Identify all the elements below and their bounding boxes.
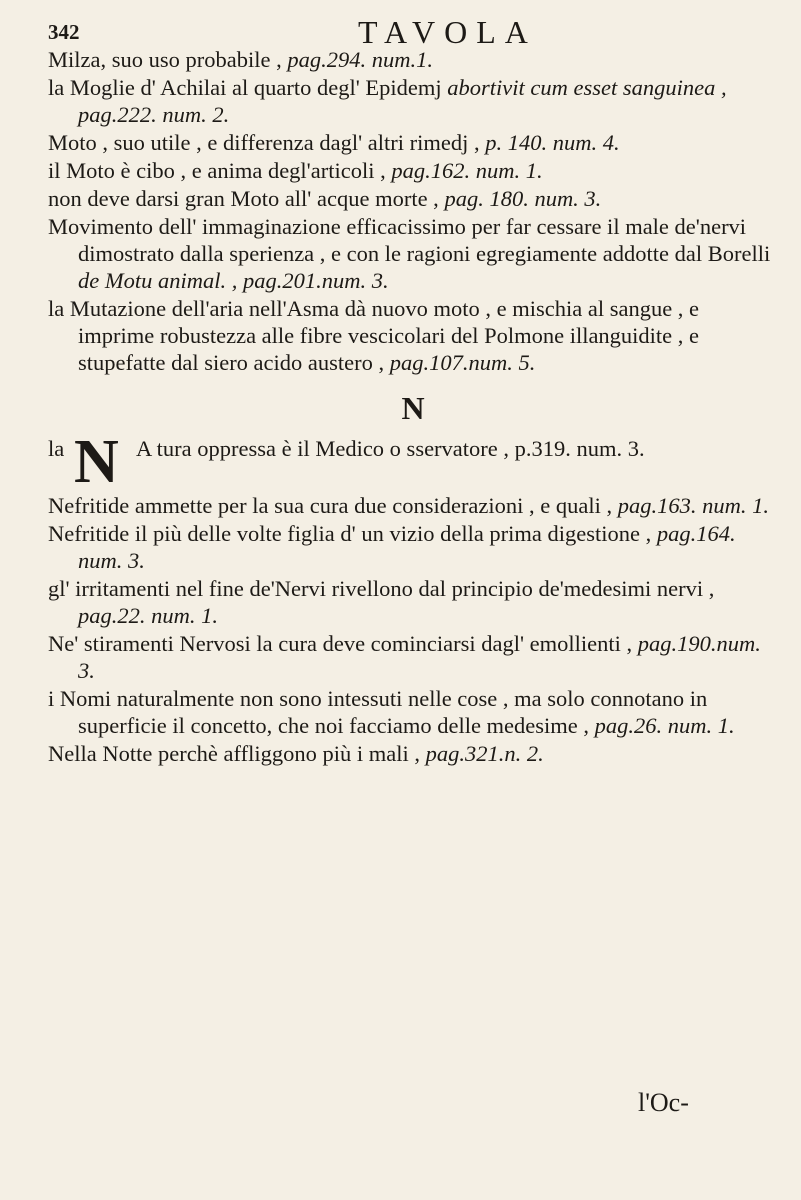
entry-reference: pag.107.num. 5.	[389, 350, 536, 375]
entry-text: non deve darsi gran Moto all' acque morte ,	[48, 186, 439, 211]
entry-text: Nella Notte perchè affliggono più i mali ,	[48, 741, 420, 766]
index-entry-dropcap	[48, 428, 778, 496]
entry-reference: pag.190.num. 3.	[78, 631, 761, 683]
entry-reference: pag.321.n. 2.	[425, 741, 544, 766]
entry-text: la Moglie d' Achilai al quarto degl' Epidemj	[48, 75, 442, 100]
index-entry	[48, 295, 778, 376]
index-entry	[48, 74, 778, 128]
entry-prefix: la	[48, 436, 65, 461]
entry-text: il Moto è cibo , e anima degl'articoli ,	[48, 158, 386, 183]
entry-text: Movimento dell' immaginazione efficacissimo per far cessare il male de'nervi dimostrato dalla sperienza , e con le ragioni egregiamente addotte dal Borelli	[48, 214, 771, 266]
drop-cap-letter: N	[74, 428, 119, 496]
entry-reference: pag.22. num. 1.	[78, 603, 218, 628]
entry-reference: pag.26. num. 1.	[594, 713, 735, 738]
index-entry	[48, 520, 778, 574]
entry-reference: pag.164. num. 3.	[78, 521, 736, 573]
index-entry	[48, 492, 778, 519]
index-entry	[48, 129, 778, 156]
entry-text: A tura oppressa è il Medico o sservatore ,	[136, 436, 510, 461]
entry-reference: pag.163. num. 1.	[617, 493, 770, 518]
page-number: 342	[48, 20, 80, 44]
entry-reference: de Motu animal. , pag.201.num. 3.	[78, 268, 389, 293]
entry-reference: pag.162. num. 1.	[391, 158, 543, 183]
entry-text: Moto , suo utile , e differenza dagl' altri rimedj ,	[48, 130, 480, 155]
index-entry	[48, 46, 778, 73]
section-letter-heading: N	[401, 390, 425, 426]
entry-text: i Nomi naturalmente non sono intessuti nelle cose , ma solo connotano in superficie il concetto, che noi facciamo delle medesime ,	[48, 686, 708, 738]
entry-text: Nefritide ammette per la sua cura due considerazioni , e quali ,	[48, 493, 613, 518]
entry-text: gl' irritamenti nel fine de'Nervi rivellono dal principio de'medesimi nervi ,	[48, 576, 715, 601]
index-entry	[48, 685, 778, 739]
catchword: l'Oc-	[638, 1088, 689, 1117]
index-content	[48, 46, 778, 768]
running-title: TAVOLA	[358, 14, 537, 50]
entry-text: Nefritide il più delle volte figlia d' un vizio della prima digestione ,	[48, 521, 652, 546]
index-entry	[48, 740, 778, 767]
index-entry	[48, 157, 778, 184]
entry-reference: p.319. num. 3.	[514, 436, 645, 461]
entry-text: la Mutazione dell'aria nell'Asma dà nuovo moto , e mischia al sangue , e imprime robustezza alle fibre vescicolari del Polmone illanguidite , e stupefatte dal siero acido austero ,	[48, 296, 700, 375]
index-entry	[48, 630, 778, 684]
entry-reference: pag. 180. num. 3.	[444, 186, 602, 211]
entry-reference: abortivit cum esset sanguinea , pag.222. num. 2.	[78, 75, 727, 127]
entry-reference: pag.294. num.1.	[287, 47, 433, 72]
index-entry	[48, 185, 778, 212]
index-entry	[48, 575, 778, 629]
entry-text: Ne' stiramenti Nervosi la cura deve cominciarsi dagl' emollienti ,	[48, 631, 633, 656]
page-header	[48, 14, 748, 48]
entry-text: Milza, suo uso probabile ,	[48, 47, 282, 72]
index-entry	[48, 213, 778, 294]
entry-reference: p. 140. num. 4.	[485, 130, 620, 155]
